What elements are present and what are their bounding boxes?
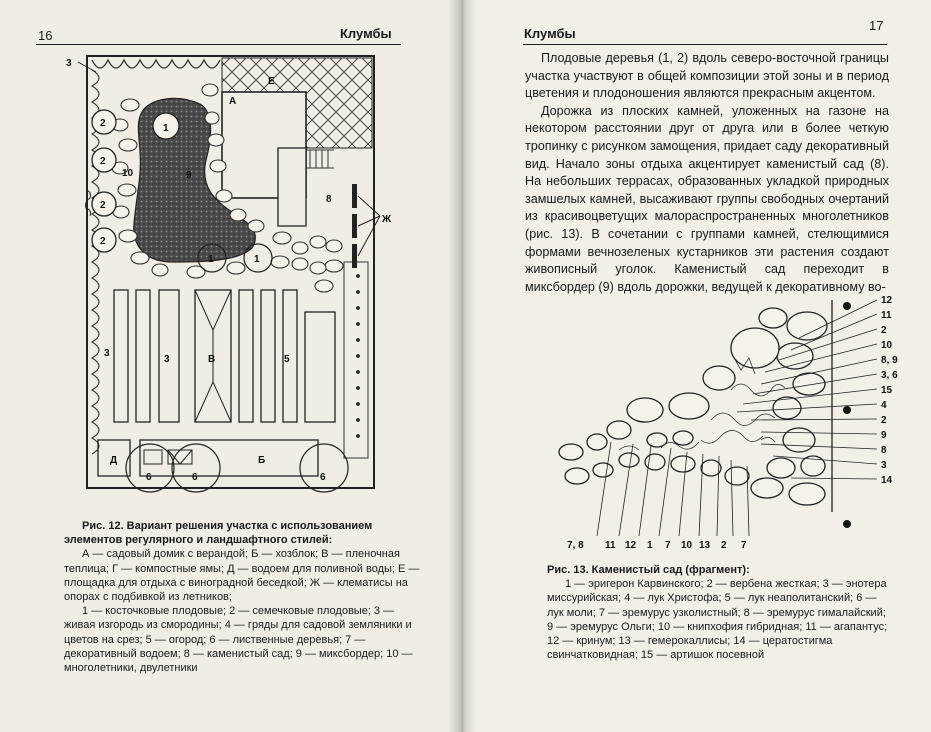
fig13-label-r5: 8, 9	[881, 355, 898, 366]
fig13-label-r4: 10	[881, 340, 893, 351]
label-rock-garden-8: 8	[326, 194, 332, 205]
figure-13-right-labels	[881, 295, 898, 486]
fig13-label-r2: 11	[881, 310, 892, 321]
figure-12-site-plan	[0, 0, 461, 515]
fig13-label-b4: 1	[647, 540, 653, 551]
figure-13-caption	[547, 563, 893, 662]
rocks	[559, 308, 827, 505]
hedge-top	[92, 60, 220, 68]
fig13-label-b7: 13	[699, 540, 711, 551]
clematis-supports	[352, 184, 357, 268]
paragraph-2: Дорожка из плоских камней, уложенных на газоне на некотором расстоянии друг от друга или в более четкую тропинку с рисунком замощения, придает саду декоративный вид. Начало зоны отдыха акцентирует каменистый сад (8). На небольших террасах, образованных укладкой природных замшелых камней, высаживают группы свободных очертаний из красивоцветущих малораспространенных многолетников (рис. 13). В сочетании с группами камней, стелющимися формами вечнозеленых кустарников эти растения создают живописный уголок. Каменистый сад переходит в миксбордер (9) вдоль дорожки, ведущей к декоративному во-	[525, 103, 889, 294]
label-hedge-3b: 3	[104, 348, 110, 359]
veranda	[278, 148, 306, 226]
fig13-label-r8: 4	[881, 400, 887, 411]
label-hedge-3c: 3	[164, 354, 170, 365]
label-deciduous-6c: 6	[320, 472, 326, 483]
figure-13-bottom-labels	[567, 540, 747, 551]
fig13-label-r1: 12	[881, 295, 893, 306]
figure-13-caption-title: Рис. 13. Каменистый сад (фрагмент):	[547, 564, 750, 576]
label-water-tank-D: Д	[110, 455, 118, 466]
label-barn-B: Б	[258, 455, 266, 466]
clematis-path	[344, 262, 368, 458]
running-header-left: Клумбы	[340, 26, 392, 41]
page-number-left: 16	[38, 28, 53, 43]
paragraph-1: Плодовые деревья (1, 2) вдоль северо-восточной границы участка участвуют в общей композиции этой зоны и в период цветения и плодоношения являются прекрасным акцентом.	[525, 51, 889, 101]
fig13-label-r7: 15	[881, 385, 893, 396]
fig13-label-b1: 7, 8	[567, 540, 584, 551]
label-greenhouse-V: В	[208, 354, 216, 365]
fig13-label-r9: 2	[881, 415, 887, 426]
fig13-label-b9: 7	[741, 540, 747, 551]
fig13-label-r10: 9	[881, 430, 887, 441]
fig13-label-r6: 3, 6	[881, 370, 898, 381]
fig13-label-b6: 10	[681, 540, 693, 551]
left-page	[0, 0, 461, 732]
figure-12-caption-letters: А — садовый домик с верандой; Б — хозблок; В — пленочная теплица; Г — компостные ямы; Д — водоем для поливной воды; Е — площадка для отдыха с виноградной беседкой; Ж — клематисы на опорах с подбивкой из летников;	[64, 548, 420, 604]
fig13-label-r12: 3	[881, 460, 887, 471]
label-stone-fruit-1: 1	[163, 123, 169, 134]
label-stone-fruit-1b: 1	[208, 254, 214, 265]
right-page	[461, 0, 931, 732]
label-pome-fruit-2d: 2	[100, 236, 106, 247]
page-number-right: 17	[869, 18, 884, 33]
label-mixborder-9: 9	[186, 170, 192, 181]
label-deciduous-6: 6	[146, 472, 152, 483]
figure-13-rock-garden	[461, 0, 931, 560]
fig13-label-b5: 7	[665, 540, 671, 551]
fig13-label-r13: 14	[881, 475, 893, 486]
garden-beds	[114, 290, 335, 422]
label-hedge-3: 3	[66, 58, 72, 69]
barn	[140, 440, 318, 476]
fig13-label-b2: 11	[605, 540, 616, 551]
label-grape-E: Е	[268, 76, 275, 87]
fig13-label-r3: 2	[881, 325, 887, 336]
figure-12-caption-numbers: 1 — косточковые плодовые; 2 — семечковые плодовые; 3 — живая изгородь из смородины; 4 — гряды для садовой земляники и цветов на срез; 5 — огород; 6 — лиственные деревья; 7 — декоративный водоем; 8 — каменистый сад; 9 — миксбордер; 10 — многолетники, двулетники	[64, 605, 413, 675]
label-clematis-Zh: Ж	[382, 214, 392, 225]
fig13-label-b3: 12	[625, 540, 637, 551]
label-house-A: А	[229, 96, 237, 107]
label-perennials-10: 10	[122, 168, 134, 179]
label-pome-fruit-2: 2	[100, 118, 106, 129]
figure-12-caption-title: Рис. 12. Вариант решения участка с использованием элементов регулярного и ландшафтного стилей:	[64, 520, 373, 547]
label-pome-fruit-2c: 2	[100, 200, 106, 211]
label-deciduous-6b: 6	[192, 472, 198, 483]
book-gutter-shadow	[448, 0, 476, 732]
running-header-right: Клумбы	[524, 26, 576, 41]
figure-13-caption-text: 1 — эригерон Карвинского; 2 — вербена жесткая; 3 — энотера миссурийская; 4 — лук Христофа; 5 — лук неаполитанский; 6 — лук моли; 7 — эремурус узколистный; 8 — эремурус гималайский; 9 — эремурус Ольги; 10 — книпхофия гибридная; 11 — агапантус; 12 — кринум; 13 — гемерокаллисы; 14 — цератостигма свинчатковидная; 15 — артишок посевной	[547, 578, 888, 662]
fig13-label-r11: 8	[881, 445, 887, 456]
figure-12-caption	[64, 519, 420, 675]
label-stone-fruit-1c: 1	[254, 254, 260, 265]
label-pome-fruit-2b: 2	[100, 156, 106, 167]
label-vegetable-5: 5	[284, 354, 290, 365]
fig13-label-b8: 2	[721, 540, 727, 551]
